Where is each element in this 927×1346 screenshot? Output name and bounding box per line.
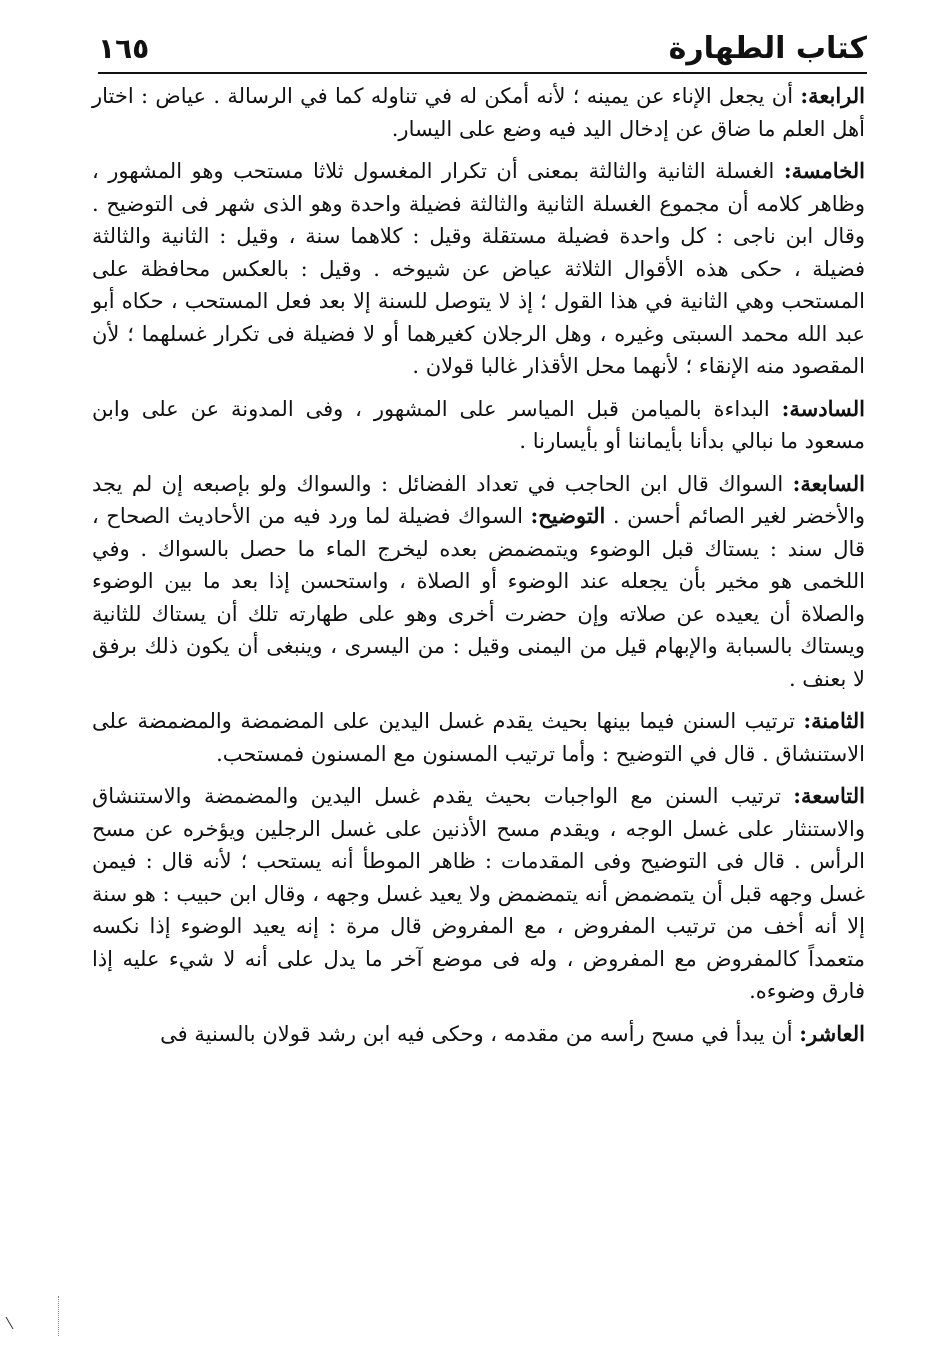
paragraph-fifth [92, 155, 865, 383]
paragraph-lead: السابعة: [792, 470, 865, 496]
paragraph-text: السواك قال ابن الحاجب في تعداد الفضائل : والسواك ولو بإصبعه إن لم يجد والأخضر لغير الصائم أحسن . [92, 471, 865, 528]
paragraph-text: أن يبدأ في مسح رأسه من مقدمه ، وحكى فيه ابن رشد قولان بالسنية فى [160, 1021, 800, 1046]
paragraph-seventh [92, 468, 865, 696]
page-number: ١٦٥ [98, 32, 150, 65]
scan-edge-mark [6, 1317, 14, 1330]
paragraph-text: ترتيب السنن فيما بينها بحيث يقدم غسل اليدين على المضمضة والمضمضة على الاستنشاق . قال في التوضيح : وأما ترتيب المسنون مع المسنون فمستحب. [92, 709, 865, 766]
paragraph-lead: العاشر: [799, 1020, 865, 1046]
paragraph-sixth [92, 393, 865, 458]
paragraph-lead: الخامسة: [783, 158, 865, 183]
paragraph-lead: التاسعة: [793, 783, 865, 808]
paragraph-eighth [92, 705, 865, 770]
paragraph-lead: الثامنة: [803, 708, 865, 733]
paragraph-text: السواك فضيلة لما ورد فيه من الأحاديث الصحاح ، قال سند : يستاك قبل الوضوء ويتمضمض بعده ليخرج الماء ما حصل بالسواك . وفي اللخمى هو مخير بأن يجعله عند الوضوء أو الصلاة ، واستحسن إذا بعد ما بين الوضوء والصلاة أن يعيده عن صلاته وإن حضرت أخرى وهو على طهارته تلك أن يستاك للثانية ويستاك بالسبابة والإبهام قيل من اليمنى وقيل : من اليسرى ، وينبغى أن يكون ذلك برفق لا بعنف . [92, 504, 865, 691]
paragraph-text: الغسلة الثانية والثالثة بمعنى أن تكرار المغسول ثلاثا مستحب وهو المشهور ، وظاهر كلامه أن مجموع الغسلة الثانية والثالثة فضيلة واحدة وهو الذى شهر فى التوضيح . وقال ابن ناجى : كل واحدة فضيلة مستقلة وقيل : كلاهما سنة ، وقيل : الثانية والثالثة فضيلة ، حكى هذه الأقوال الثلاثة عياض عن شيوخه . وقيل : بالعكس محافظة على المستحب وهي الثانية في هذا القول ؛ إذ لا يتوصل للسنة إلا بعد فعل المستحب ، حكاه أبو عبد الله محمد السبتى وغيره ، وهل الرجلان كغيرهما أو لا فضيلة فى تكرار غسلهما ؛ لأن المقصود منه الإنقاء ؛ لأنهما محل الأقذار غالبا قولان . [92, 159, 865, 378]
paragraph-text: ترتيب السنن مع الواجبات بحيث يقدم غسل اليدين والمضمضة والاستنشاق والاستنثار على غسل الوجه ، ويقدم مسح الأذنين على غسل الرجلين ويؤخره عن مسح الرأس . قال فى التوضيح وفى المقدمات : ظاهر الموطأ أنه يستحب ؛ لأنه قال : فيمن غسل وجهه قبل أن يتمضمض أنه يتمضمض ولا يعيد غسل وجهه ، وقال ابن حبيب : هو سنة إلا أنه أخف من ترتيب المفروض ، مع المفروض قال مرة : إنه يعيد الوضوء إذا نكسه متعمداً كالمفروض مع المفروض ، وله فى موضع آخر ما يدل على أنه لا شيء عليه إذا فارق وضوءه. [92, 784, 865, 1003]
paragraph-text: أن يجعل الإناء عن يمينه ؛ لأنه أمكن له في تناوله كما في الرسالة . عياض : اختار أهل العلم ما ضاق عن إدخال اليد فيه وضع على اليسار. [92, 84, 865, 141]
paragraph-lead: الرابعة: [800, 83, 865, 108]
paragraph-tenth [92, 1018, 865, 1051]
scan-dot-trail [58, 1296, 60, 1336]
paragraph-fourth [92, 80, 865, 145]
paragraph-lead: السادسة: [781, 395, 865, 421]
paragraph-ninth [92, 780, 865, 1008]
book-title: كتاب الطهارة [668, 31, 867, 66]
running-header [98, 24, 867, 74]
body-text [92, 80, 865, 1060]
inline-heading: التوضيح: [530, 503, 606, 528]
paragraph-text: البداءة بالميامن قبل المياسر على المشهور ، وفى المدونة عن على وابن مسعود ما نبالي بدأنا بأيماننا أو بأيسارنا . [92, 396, 865, 453]
